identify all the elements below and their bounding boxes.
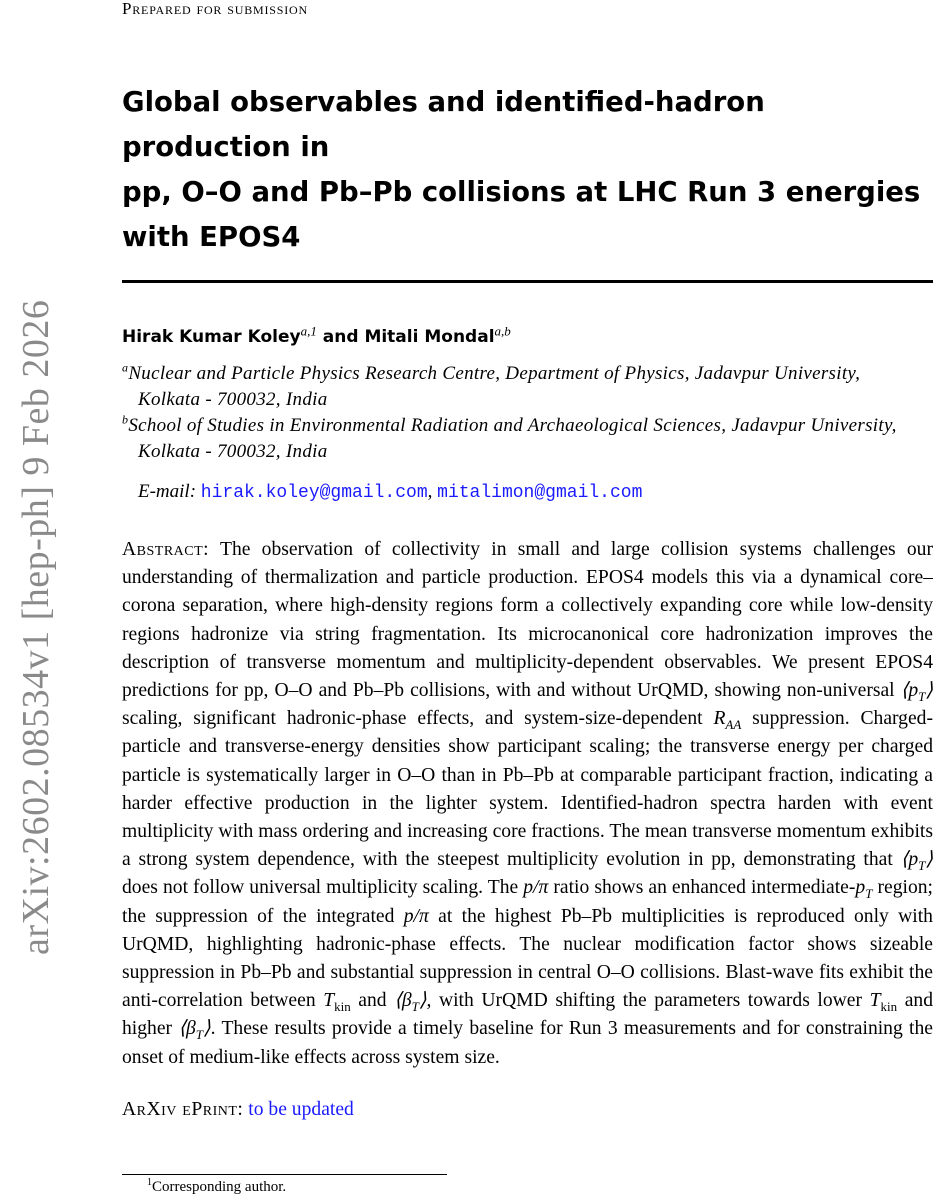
math-base: T	[869, 990, 881, 1012]
math-symbol	[404, 906, 429, 927]
title-line: with EPOS4	[122, 221, 301, 253]
math-base: p	[855, 877, 866, 899]
math-symbol: $⟨p_T⟩$	[900, 849, 933, 874]
author-name: Hirak Kumar Koley	[122, 327, 301, 347]
eprint-link[interactable]: to be updated	[248, 1098, 354, 1120]
math-base: β	[401, 990, 412, 1012]
affiliation-b	[122, 413, 933, 465]
email-separator: ,	[427, 481, 433, 502]
email-label: E-mail:	[138, 481, 197, 502]
math-symbol: $⟨\beta_T⟩$	[394, 990, 427, 1015]
math-subscript: AA	[725, 717, 742, 733]
affil-mark: a	[122, 360, 129, 375]
author-name: Mitali Mondal	[364, 327, 495, 347]
math-symbol	[713, 708, 742, 733]
abstract-body	[122, 539, 933, 1068]
author-list	[122, 325, 933, 349]
abstract-text: and	[350, 990, 395, 1012]
math-base: p/π	[523, 877, 549, 899]
abstract-text: , with UrQMD shifting the parameters towards lower	[426, 990, 870, 1012]
abstract-label: Abstract:	[122, 539, 210, 560]
math-base: p	[908, 849, 919, 871]
abstract-text: does not follow universal multiplicity scaling. The	[122, 877, 524, 899]
abstract	[122, 536, 933, 1072]
footnote-area	[122, 1162, 933, 1196]
math-subscript: kin	[334, 999, 351, 1015]
affiliation-a	[122, 361, 933, 413]
authors-and: and	[322, 327, 359, 347]
math-base: β	[185, 1018, 196, 1040]
arxiv-stamp: arXiv:2602.08534v1 [hep-ph] 9 Feb 2026	[15, 299, 57, 955]
footnote-mark: 1	[147, 1177, 152, 1188]
math-base: p	[908, 680, 919, 702]
title-rule	[122, 280, 933, 283]
affil-mark: b	[122, 412, 129, 427]
math-symbol	[869, 990, 898, 1015]
footnote	[122, 1178, 933, 1196]
footnote-text: Corresponding author.	[152, 1179, 287, 1195]
eprint-label: ArXiv ePrint:	[122, 1098, 244, 1120]
email-link[interactable]: hirak.koley@gmail.com	[200, 483, 428, 503]
math-subscript: T	[865, 886, 873, 902]
abstract-text: at the highest Pb–Pb multiplicities is reproduced only with UrQMD, highlighting hadronic-phase effects. The nuclear modification factor shows sizeable suppression in Pb–Pb and substantial suppression in central O–O collisions. Blast-wave fits exhibit the anti-correlation between	[122, 905, 933, 1012]
abstract-text: . These results provide a timely baseline for Run 3 measurements and for constraining the onset of medium-like effects across system size.	[122, 1018, 933, 1068]
abstract-text: region; the suppression of the integrated	[122, 877, 933, 927]
math-base: p/π	[403, 905, 429, 927]
math-symbol	[855, 877, 873, 902]
title-line: pp, O–O and Pb–Pb collisions at LHC Run 3 energies	[122, 176, 921, 208]
math-subscript: T	[411, 999, 419, 1015]
abstract-text: suppression. Charged-particle and transverse-energy densities show participant scaling; the transverse energy per charged particle is systematically larger in O–O than in Pb–Pb at comparable participant fraction, indicating a harder effective production in the lighter system. Identified-hadron spectra harden with event multiplicity with mass ordering and increasing core fractions. The mean transverse momentum exhibits a strong system dependence, with the steepest multiplicity evolution in pp, demonstrating that	[122, 708, 933, 871]
email-line	[122, 479, 933, 506]
author-affil-mark: a,1	[300, 323, 317, 339]
abstract-text: and higher	[122, 990, 933, 1040]
paper-title	[122, 80, 933, 260]
title-line: Global observables and identified-hadron production in	[122, 86, 765, 163]
math-symbol: $⟨p_T⟩$	[900, 680, 933, 704]
math-base: T	[323, 990, 335, 1012]
page-content	[122, 0, 933, 1200]
email-link[interactable]: mitalimon@gmail.com	[437, 483, 643, 503]
math-symbol	[323, 990, 351, 1015]
affil-line: Kolkata - 700032, India	[138, 441, 328, 462]
arxiv-eprint	[122, 1096, 933, 1124]
math-subscript: kin	[880, 999, 898, 1015]
footnote-rule	[122, 1174, 447, 1175]
abstract-text: scaling, significant hadronic-phase effects, and system-size-dependent	[122, 708, 714, 730]
math-symbol: $⟨\beta_T⟩$	[178, 1018, 211, 1043]
affil-line: School of Studies in Environmental Radiation and Archaeological Sciences, Jadavpur University,	[128, 415, 897, 436]
running-header: Prepared for submission	[122, 0, 308, 18]
math-base: R	[713, 708, 726, 730]
math-subscript: T	[195, 1027, 203, 1043]
abstract-text: The observation of collectivity in small and large collision systems challenges our understanding of thermalization and particle production. EPOS4 models this via a dynamical core–corona separation, where high-density regions form a collectively expanding core while low-density regions hadronize via string fragmentation. Its microcanonical core hadronization improves the description of transverse momentum and multiplicity-dependent observables. We present EPOS4 predictions for pp, O–O and Pb–Pb collisions, with and without UrQMD, showing non-universal	[122, 539, 933, 702]
math-subscript: T	[918, 858, 926, 874]
affil-line: Kolkata - 700032, India	[138, 389, 328, 410]
math-symbol	[523, 877, 548, 898]
math-subscript: T	[918, 688, 926, 704]
affil-line: Nuclear and Particle Physics Research Centre, Department of Physics, Jadavpur University,	[128, 363, 861, 384]
author-affil-mark: a,b	[494, 323, 511, 339]
abstract-text: ratio shows an enhanced intermediate-	[548, 877, 856, 899]
